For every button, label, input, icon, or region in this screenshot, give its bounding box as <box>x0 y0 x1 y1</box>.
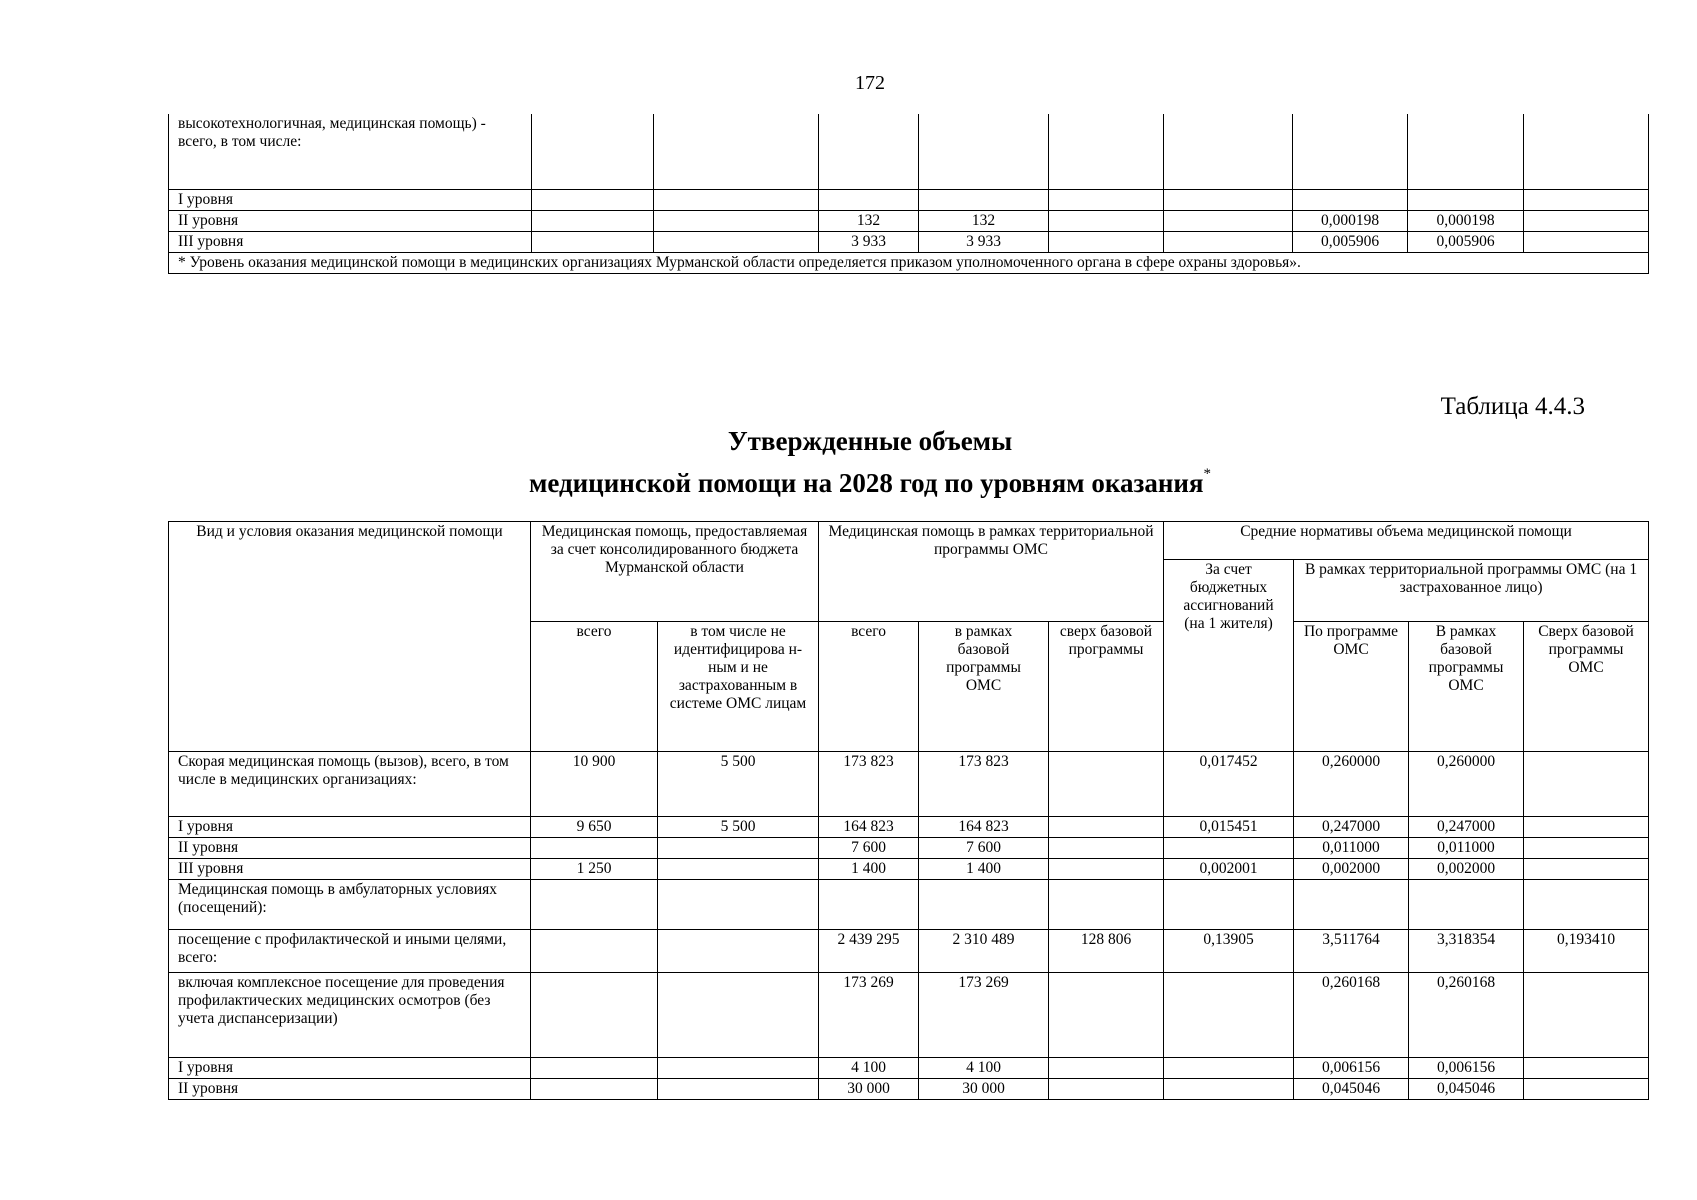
table-row <box>169 231 1649 252</box>
cell <box>531 930 658 973</box>
table-row <box>169 880 1649 930</box>
cell <box>658 859 819 880</box>
table-row <box>169 1058 1649 1079</box>
table-row <box>169 210 1649 231</box>
cell: 0,045046 <box>1409 1079 1524 1100</box>
cell: 3,511764 <box>1294 930 1409 973</box>
cell <box>1524 838 1649 859</box>
cell: 0,247000 <box>1409 817 1524 838</box>
table-row <box>169 114 1649 189</box>
row-label: III уровня <box>169 231 532 252</box>
cell: 7 600 <box>819 838 919 859</box>
cell <box>531 973 658 1058</box>
cell: 0,260000 <box>1294 752 1409 817</box>
cell <box>1049 1058 1164 1079</box>
cell: 0,260168 <box>1294 973 1409 1058</box>
cell: 0,006156 <box>1294 1058 1409 1079</box>
cell: 173 823 <box>819 752 919 817</box>
cell <box>1524 817 1649 838</box>
cell: 0,002001 <box>1164 859 1294 880</box>
page-number: 172 <box>855 72 885 94</box>
cell: 132 <box>919 210 1049 231</box>
table-row <box>169 930 1649 973</box>
cell <box>531 1058 658 1079</box>
cell: 164 823 <box>919 817 1049 838</box>
cell <box>1049 1079 1164 1100</box>
row-label: I уровня <box>169 817 531 838</box>
col-header-budget-alloc: За счет бюджетных ассигнований (на 1 жителя) <box>1164 560 1294 752</box>
cell: 0,005906 <box>1408 231 1524 252</box>
cell: 9 650 <box>531 817 658 838</box>
table-row <box>169 973 1649 1058</box>
cell: 0,006156 <box>1409 1058 1524 1079</box>
cell: 0,13905 <box>1164 930 1294 973</box>
cell: 5 500 <box>658 817 819 838</box>
row-label: II уровня <box>169 838 531 859</box>
col-header-oms-over: сверх базовой программы <box>1049 622 1164 752</box>
cell <box>1164 1058 1294 1079</box>
cell <box>658 1058 819 1079</box>
table-row <box>169 859 1649 880</box>
table-label: Таблица 4.4.3 <box>1440 393 1585 420</box>
row-label: посещение с профилактической и иными целями, всего: <box>169 930 531 973</box>
cell: 0,000198 <box>1293 210 1408 231</box>
cell: 0,045046 <box>1294 1079 1409 1100</box>
col-header-oms: Медицинская помощь в рамках территориальной программы ОМС <box>819 522 1164 622</box>
cell: 173 269 <box>919 973 1049 1058</box>
title-text: медицинской помощи на 2028 год по уровням оказания <box>528 468 1204 498</box>
cell <box>1524 859 1649 880</box>
cell: 173 269 <box>819 973 919 1058</box>
cell: 0,260000 <box>1409 752 1524 817</box>
cell: 0,002000 <box>1294 859 1409 880</box>
table-row <box>169 752 1649 817</box>
row-label: II уровня <box>169 210 532 231</box>
cell <box>658 838 819 859</box>
col-header-oms-total: всего <box>819 622 919 752</box>
footnote-mark: * <box>1203 466 1212 482</box>
col-header-budget-total: всего <box>531 622 658 752</box>
cell: 30 000 <box>819 1079 919 1100</box>
cell <box>1524 1058 1649 1079</box>
cell: 5 500 <box>658 752 819 817</box>
cell: 164 823 <box>819 817 919 838</box>
cell: 0,260168 <box>1409 973 1524 1058</box>
cell: 0,017452 <box>1164 752 1294 817</box>
cell: 0,000198 <box>1408 210 1524 231</box>
col-header-budget: Медицинская помощь, предоставляемая за счет консолидированного бюджета Мурманской области <box>531 522 819 622</box>
cell: 0,247000 <box>1294 817 1409 838</box>
previous-table-continuation <box>168 114 1649 274</box>
cell: 1 400 <box>819 859 919 880</box>
row-label: I уровня <box>169 189 532 210</box>
cell: 2 310 489 <box>919 930 1049 973</box>
cell <box>1049 838 1164 859</box>
cell: 173 823 <box>919 752 1049 817</box>
cell: 1 250 <box>531 859 658 880</box>
cell: 132 <box>819 210 919 231</box>
cell <box>1049 859 1164 880</box>
cell: 10 900 <box>531 752 658 817</box>
cell <box>1049 973 1164 1058</box>
row-label: включая комплексное посещение для проведения профилактических медицинских осмотров (без учета диспансеризации) <box>169 973 531 1058</box>
cell <box>658 930 819 973</box>
cell: 0,011000 <box>1294 838 1409 859</box>
cell: 0,011000 <box>1409 838 1524 859</box>
cell: 2 439 295 <box>819 930 919 973</box>
col-header-budget-uninsured: в том числе не идентифицирова н-ным и не застрахованным в системе ОМС лицам <box>658 622 819 752</box>
cell: 4 100 <box>919 1058 1049 1079</box>
table-row <box>169 1079 1649 1100</box>
row-label: Медицинская помощь в амбулаторных условиях (посещений): <box>169 880 531 930</box>
cell: 3,318354 <box>1409 930 1524 973</box>
cell <box>1164 973 1294 1058</box>
col-header-norms: Средние нормативы объема медицинской помощи <box>1164 522 1649 560</box>
footnote: * Уровень оказания медицинской помощи в медицинских организациях Мурманской области определяется приказом уполномоченного органа в сфере охраны здоровья». <box>169 252 1649 273</box>
cell: 7 600 <box>919 838 1049 859</box>
row-label: Скорая медицинская помощь (вызов), всего, в том числе в медицинских организациях: <box>169 752 531 817</box>
row-label: II уровня <box>169 1079 531 1100</box>
row-label: I уровня <box>169 1058 531 1079</box>
cell: 0,002000 <box>1409 859 1524 880</box>
table-row <box>169 817 1649 838</box>
cell <box>658 973 819 1058</box>
row-label: III уровня <box>169 859 531 880</box>
col-header-oms-base: в рамках базовой программы ОМС <box>919 622 1049 752</box>
cell <box>1049 817 1164 838</box>
cell <box>1524 1079 1649 1100</box>
table-row <box>169 189 1649 210</box>
cell: 30 000 <box>919 1079 1049 1100</box>
cell: 0,005906 <box>1293 231 1408 252</box>
header-row <box>169 522 1649 560</box>
col-header-norm-over: Сверх базовой программы ОМС <box>1524 622 1649 752</box>
cell: 0,015451 <box>1164 817 1294 838</box>
cell: 0,193410 <box>1524 930 1649 973</box>
table-title-line2 <box>0 458 1697 499</box>
cell: 3 933 <box>819 231 919 252</box>
cell <box>1524 973 1649 1058</box>
table-title-line1: Утвержденные объемы <box>727 426 1013 456</box>
cell: 128 806 <box>1049 930 1164 973</box>
cell <box>658 1079 819 1100</box>
footnote-row <box>169 252 1649 273</box>
cell: 1 400 <box>919 859 1049 880</box>
cell <box>1524 752 1649 817</box>
col-header-kind: Вид и условия оказания медицинской помощи <box>169 522 531 752</box>
cell <box>531 1079 658 1100</box>
table-row <box>169 838 1649 859</box>
col-header-norm-base: В рамках базовой программы ОМС <box>1409 622 1524 752</box>
col-header-oms-per-insured: В рамках территориальной программы ОМС (на 1 застрахованное лицо) <box>1294 560 1649 622</box>
cell: 3 933 <box>919 231 1049 252</box>
cell <box>531 838 658 859</box>
cell <box>1049 752 1164 817</box>
cell <box>1164 1079 1294 1100</box>
cell <box>1164 838 1294 859</box>
cell: 4 100 <box>819 1058 919 1079</box>
row-label: высокотехнологичная, медицинская помощь) - всего, в том числе: <box>169 114 532 189</box>
volumes-table <box>168 521 1649 1100</box>
col-header-norm-program: По программе ОМС <box>1294 622 1409 752</box>
